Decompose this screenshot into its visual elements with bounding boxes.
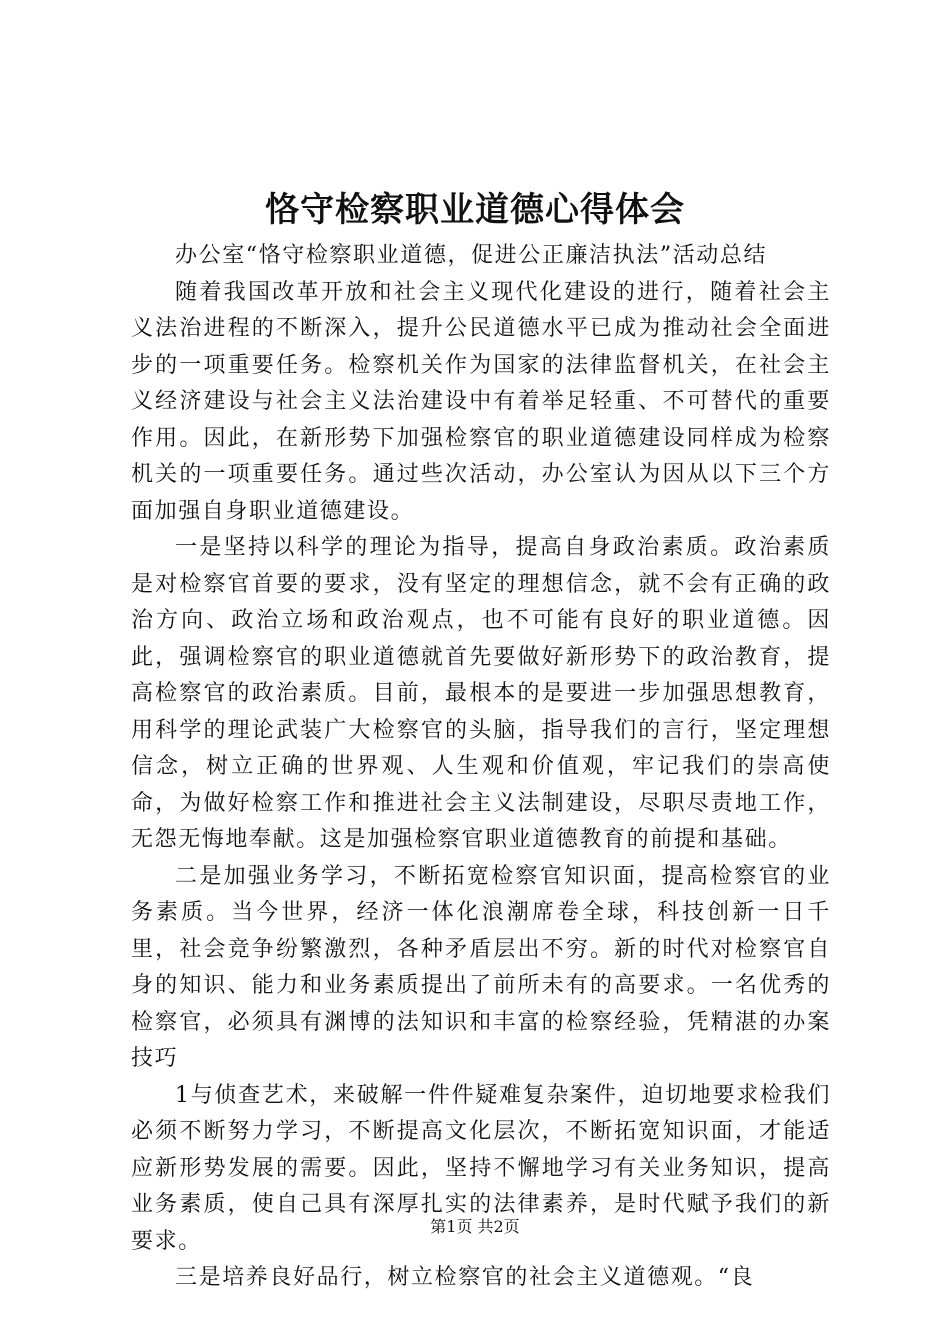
paragraph-6: 三是培养良好品行，树立检察官的社会主义道德观。“良: [175, 1265, 755, 1290]
page-footer: 第1页 共2页: [430, 1217, 520, 1236]
paragraph-4: 二是加强业务学习，不断拓宽检察官知识面，提高检察官的业务素质。当今世界，经济一体化浪潮席卷全球，科技创新一日千里，社会竞争纷繁激烈，各种矛盾层出不穷。新的时代对检察官自身的知识、能力和业务素质提出了前所未有的高要求。一名优秀的检察官，必须具有渊博的法知识和丰富的检察经验，凭精湛的办案技巧: [131, 863, 831, 1071]
paragraph-5: 1与侦查艺术，来破解一件件疑难复杂案件，迫切地要求检我们必须不断努力学习，不断提高文化层次，不断拓宽知识面，才能适应新形势发展的需要。因此，坚持不懈地学习有关业务知识，提高业务素质，使自己具有深厚扎实的法律素养，是时代赋予我们的新要求。: [131, 1082, 831, 1254]
document-body: [131, 238, 831, 1297]
paragraph-1: 办公室“恪守检察职业道德，促进公正廉洁执法”活动总结: [175, 243, 768, 268]
paragraph-3: 一是坚持以科学的理论为指导，提高自身政治素质。政治素质是对检察官首要的要求，没有坚定的理想信念，就不会有正确的政治方向、政治立场和政治观点，也不可能有良好的职业道德。因此，强调检察官的职业道德就首先要做好新形势下的政治教育，提高检察官的政治素质。目前，最根本的是要进一步加强思想教育，用科学的理论武装广大检察官的头脑，指导我们的言行，坚定理想信念，树立正确的世界观、人生观和价值观，牢记我们的崇高使命，为做好检察工作和推进社会主义法制建设，尽职尽责地工作，无怨无悔地奉献。这是加强检察官职业道德教育的前提和基础。: [131, 535, 831, 852]
document-title: 恪守检察职业道德心得体会: [265, 190, 685, 230]
paragraph-2: 随着我国改革开放和社会主义现代化建设的进行，随着社会主义法治进程的不断深入，提升公民道德水平已成为推动社会全面进步的一项重要任务。检察机关作为国家的法律监督机关，在社会主义经济建设与社会主义法治建设中有着举足轻重、不可替代的重要作用。因此，在新形势下加强检察官的职业道德建设同样成为检察机关的一项重要任务。通过些次活动，办公室认为因从以下三个方面加强自身职业道德建设。: [131, 279, 831, 524]
